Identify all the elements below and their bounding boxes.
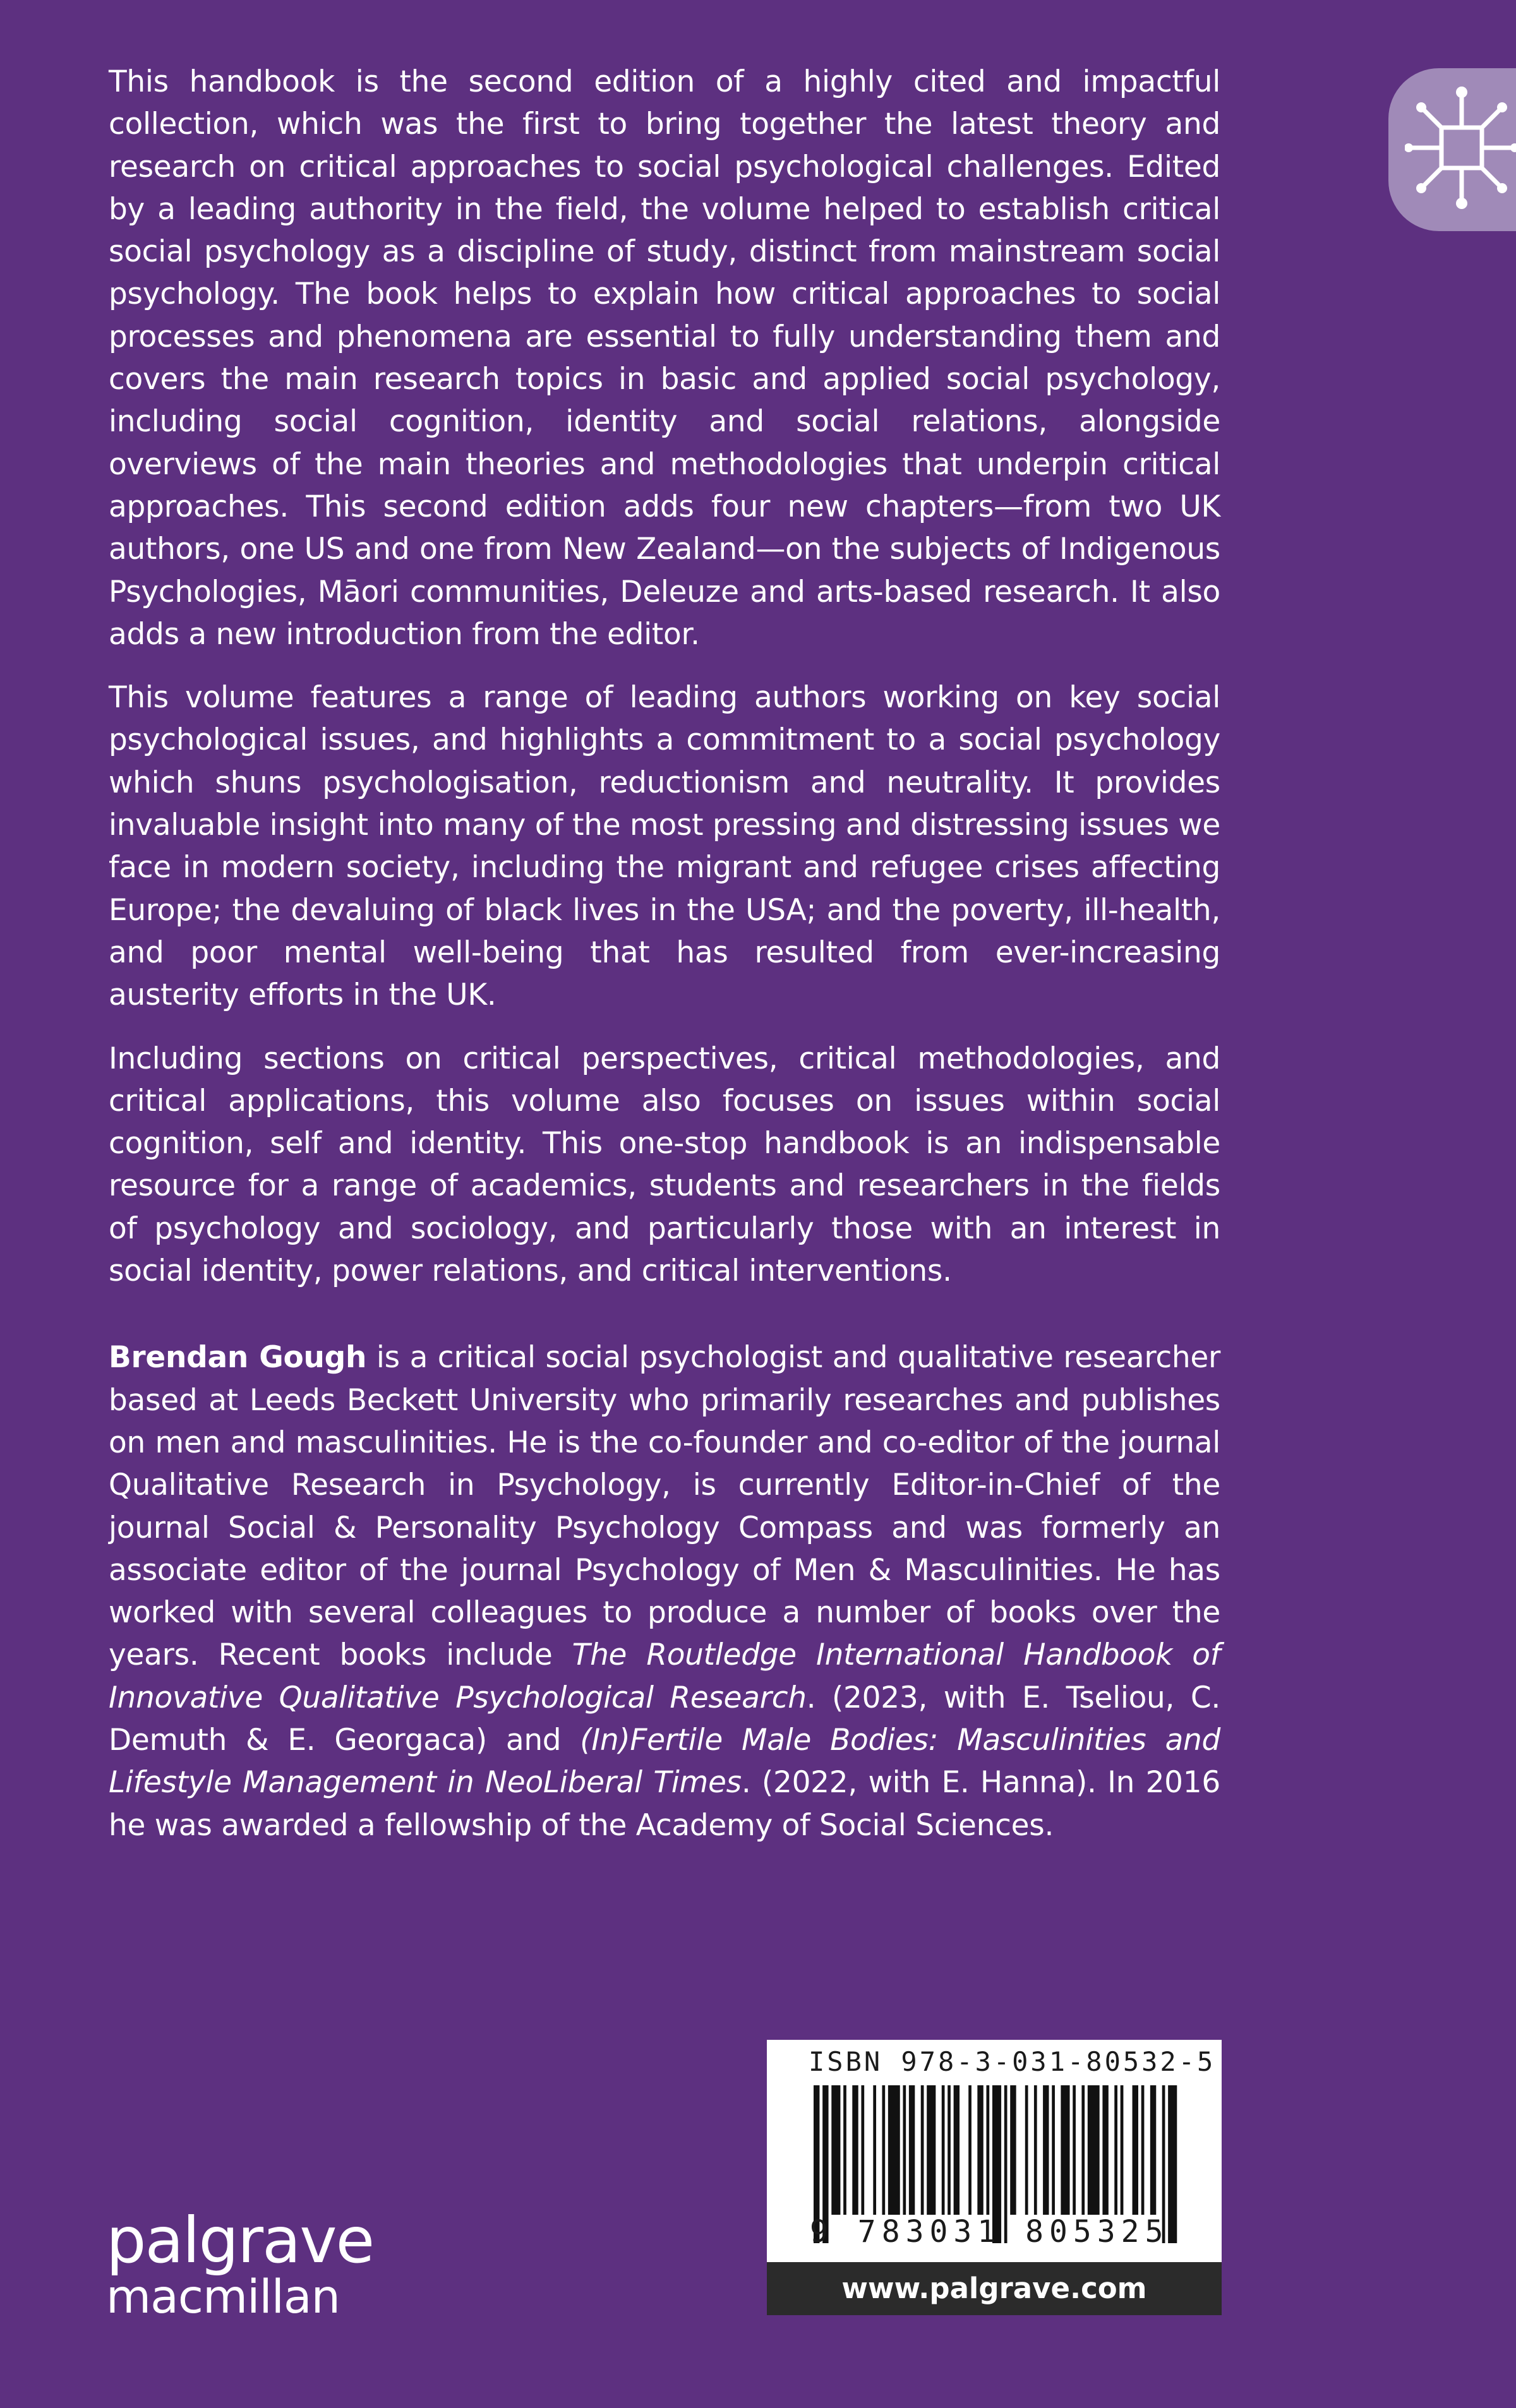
barcode-bar — [1081, 2085, 1085, 2215]
book-title-2: (In)Fertile Male Bodies: Masculinities and Lifestyle Management in NeoLiberal Times — [109, 1722, 1220, 1800]
barcode-bar — [843, 2085, 846, 2215]
barcode-bar — [882, 2085, 885, 2215]
barcode-bar — [831, 2085, 840, 2215]
barcode-bar — [927, 2085, 935, 2215]
barcode-panel — [767, 2040, 1222, 2262]
barcode-bar — [1073, 2085, 1076, 2215]
barcode-bar — [1043, 2085, 1049, 2215]
palgrave-emblem — [1388, 68, 1516, 231]
blurb-paragraph-3: Including sections on critical perspectives, critical methodologies, and critical applications, this volume also focuses on issues within social cognition, self and identity. This one-stop handbook is an indispensable resource for a range of academics, students and researchers in the fields of psychology and sociology, and particularly those with an interest in social identity, power relations, and critical interventions. — [109, 1041, 1220, 1289]
blurb-paragraph-2: This volume features a range of leading authors working on key social psychological issues, and highlights a commitment to a social psychology which shuns psychologisation, reductionism and neutrality. It provides invaluable insight into many of the most pressing and distressing issues we face in modern society, including the migrant and refugee crises affecting Europe; the devaluing of black lives in the USA; and the poverty, ill-health, and poor mental well-being that has resulted from ever-increasing austerity efforts in the UK. — [109, 680, 1220, 1013]
bio-text-3: . (2022, with E. Hanna). In 2016 he was awarded a fellowship of the Academy of Social Sciences. — [109, 1765, 1220, 1843]
isbn-label: ISBN 978-3-031-80532-5 — [809, 2046, 1216, 2077]
barcode-bar — [1025, 2085, 1028, 2215]
barcode-bar — [1121, 2085, 1124, 2215]
publisher-website: www.palgrave.com — [767, 2262, 1222, 2315]
barcode-bar — [921, 2085, 924, 2215]
barcode-bar — [861, 2085, 864, 2215]
barcode-bar — [1150, 2085, 1156, 2215]
back-cover-text — [109, 61, 1220, 1867]
barcode-bar — [909, 2085, 915, 2215]
author-name: Brendan Gough — [109, 1340, 367, 1375]
barcode-bar — [987, 2085, 990, 2215]
barcode-digits: 9 783031 805325 — [810, 2214, 1169, 2249]
barcode-bar — [888, 2085, 900, 2215]
barcode-bar — [942, 2085, 945, 2215]
barcode-bar — [1010, 2085, 1016, 2215]
barcode-bar — [873, 2085, 876, 2215]
palgrave-emblem-icon — [1405, 86, 1516, 212]
barcode-bar — [903, 2085, 906, 2215]
barcode-bar — [954, 2085, 960, 2215]
publisher-logo — [106, 2203, 374, 2324]
barcode-bar — [1088, 2085, 1100, 2215]
barcode-bar — [1141, 2085, 1145, 2215]
barcode-bar — [1102, 2085, 1108, 2215]
barcode-bar — [948, 2085, 951, 2215]
author-bio — [109, 1336, 1220, 1847]
bio-text-2: . (2023, with E. Tseliou, C. Demuth & E. Georgaca) and — [109, 1680, 1220, 1758]
publisher-logo-line1: palgrave — [106, 2203, 374, 2277]
barcode-bar — [977, 2085, 983, 2215]
barcode-bar — [1052, 2085, 1055, 2215]
blurb-paragraph-1: This handbook is the second edition of a highly cited and impactful collection, which was the first to bring together the latest theory and research on critical approaches to social psychological challenges. Edited by a leading authority in the field, the volume helped to establish critical social psychology as a discipline of study, distinct from mainstream social psychology. The book helps to explain how critical approaches to social processes and phenomena are essential to fully understanding them and covers the main research topics in basic and applied social psychology, including social cognition, identity and social relations, alongside overviews of the main theories and methodologies that underpin critical approaches. This second edition adds four new chapters—from two UK authors, one US and one from New Zealand—on the subjects of Indigenous Psychologies, Māori communities, Deleuze and arts-based research. It also adds a new introduction from the editor. — [109, 64, 1220, 652]
barcode-bar — [1133, 2085, 1138, 2215]
publisher-logo-line2: macmillan — [106, 2270, 340, 2324]
book-title-1: The Routledge International Handbook of Innovative Qualitative Psychological Research — [109, 1638, 1220, 1715]
barcode-bar — [1114, 2085, 1117, 2215]
barcode-bar — [1061, 2085, 1069, 2215]
bio-text-1: is a critical social psychologist and qualitative researcher based at Leeds Beckett University who primarily researches and publishes on men and masculinities. He is the co-founder and co-editor of the journal Qualitative Research in Psychology, is currently Editor-in-Chief of the journal Social & Personality Psychology Compass and was formerly an associate editor of the journal Psychology of Men & Masculinities. He has worked with several colleagues to produce a number of books over the years. Recent books include — [109, 1340, 1220, 1673]
barcode-bar — [968, 2085, 972, 2215]
barcode-bar — [1034, 2085, 1037, 2215]
barcode-bar — [852, 2085, 858, 2215]
